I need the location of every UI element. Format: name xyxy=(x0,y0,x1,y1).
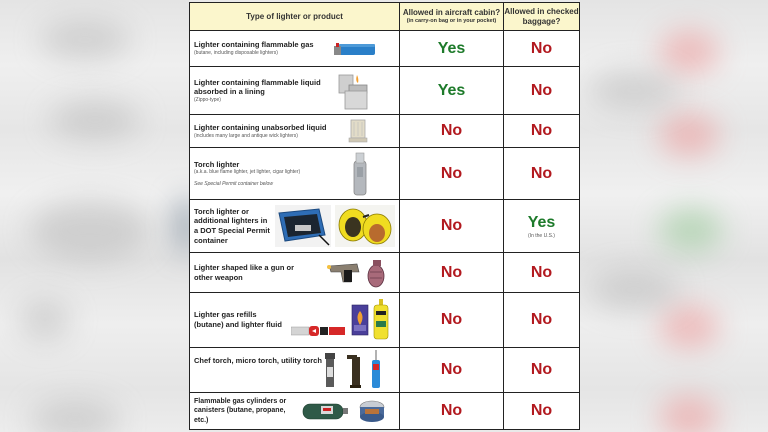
item-note: (a.k.a. blue flame lighter, jet lighter, cigar lighter) xyxy=(194,169,301,176)
checked-answer: No xyxy=(530,122,553,139)
checked-cell xyxy=(504,148,580,200)
utility-torch-icon xyxy=(371,350,381,390)
table-row xyxy=(190,67,580,115)
blurred-background-right xyxy=(579,0,768,432)
checked-answer: No xyxy=(530,39,553,57)
lighter-fluid-bottle-icon xyxy=(373,299,389,341)
table-row xyxy=(190,200,580,253)
cabin-cell xyxy=(400,148,504,200)
item-name: Lighter containing flammable gas xyxy=(194,40,314,50)
blur-shape xyxy=(589,270,679,310)
grenade-lighter-icon xyxy=(367,258,385,288)
cabin-answer: No xyxy=(440,263,463,281)
header-checked: Allowed in checked baggage? xyxy=(504,3,580,31)
cabin-cell xyxy=(400,115,504,148)
blur-shape xyxy=(659,113,719,157)
butane-refill-icon xyxy=(291,325,347,337)
checked-answer: No xyxy=(530,402,553,419)
item-name: Lighter containing flammable liquid absorbed in a lining xyxy=(194,77,321,97)
table-row xyxy=(190,31,580,67)
item-note-special-permit: See Special Permit container below xyxy=(194,180,273,187)
cabin-cell xyxy=(400,31,504,67)
item-note: (butane, including disposable lighters) xyxy=(194,50,278,57)
header-cabin-sub: (in carry-on bag or in your pocket) xyxy=(406,18,497,24)
item-cell xyxy=(190,148,400,200)
checked-cell xyxy=(504,348,580,393)
cabin-answer: Yes xyxy=(437,39,466,57)
item-cell xyxy=(190,348,400,393)
item-name: Chef torch, micro torch, utility torch xyxy=(194,356,322,365)
chef-torch-icon xyxy=(323,351,337,389)
item-note: (includes many large and antique wick lighters) xyxy=(194,132,298,139)
cabin-cell xyxy=(400,200,504,253)
table-row xyxy=(190,393,580,430)
cabin-cell xyxy=(400,253,504,293)
cabin-answer: No xyxy=(440,217,463,234)
blur-shape xyxy=(30,200,150,260)
header-cabin xyxy=(400,3,504,31)
yellow-container-icon xyxy=(335,205,395,247)
blur-shape xyxy=(659,395,719,432)
item-name: Lighter shaped like a gun or other weapon xyxy=(194,262,295,282)
cabin-cell xyxy=(400,393,504,430)
blur-shape xyxy=(659,305,719,349)
antique-lighter-icon xyxy=(347,118,369,144)
cabin-answer: No xyxy=(440,311,463,328)
disposable-lighter-icon xyxy=(333,42,375,56)
item-cell xyxy=(190,253,400,293)
cabin-answer: No xyxy=(440,122,463,139)
blur-shape xyxy=(30,400,120,432)
item-note: (Zippo-type) xyxy=(194,97,221,103)
propane-cylinder-icon xyxy=(301,401,349,421)
item-cell xyxy=(190,293,400,348)
checked-answer-note: (In the U.S.) xyxy=(528,232,555,239)
checked-cell xyxy=(504,115,580,148)
header-type: Type of lighter or product xyxy=(190,3,400,31)
gun-lighter-icon xyxy=(327,260,363,286)
blur-shape xyxy=(589,70,679,110)
blur-shape xyxy=(659,208,723,252)
cabin-answer: No xyxy=(440,402,463,419)
item-name: Torch lighter xyxy=(194,159,240,169)
item-cell xyxy=(190,200,400,253)
lighter-rules-table xyxy=(189,2,580,430)
table-row xyxy=(190,115,580,148)
checked-answer: No xyxy=(530,81,553,99)
cabin-cell xyxy=(400,67,504,115)
item-name: Torch lighter or additional lighters in a DOT Special Permit container xyxy=(194,206,270,245)
item-cell xyxy=(190,31,400,67)
item-cell xyxy=(190,67,400,115)
checked-answer: No xyxy=(530,311,553,328)
table-header-row xyxy=(190,3,580,31)
checked-answer: No xyxy=(530,361,553,378)
table-row xyxy=(190,293,580,348)
checked-answer: No xyxy=(530,263,553,281)
checked-cell xyxy=(504,253,580,293)
blur-shape xyxy=(659,30,719,74)
blur-shape xyxy=(50,100,140,140)
blurred-background-left xyxy=(0,0,189,432)
item-cell xyxy=(190,115,400,148)
cabin-answer: No xyxy=(440,361,463,378)
lighter-fluid-can-icon xyxy=(351,303,369,337)
checked-answer: Yes xyxy=(527,213,556,231)
item-name: Lighter gas refills (butane) and lighter fluid xyxy=(194,310,282,329)
cabin-answer: Yes xyxy=(437,81,466,99)
blur-shape xyxy=(40,20,130,60)
cabin-answer: No xyxy=(440,164,463,182)
header-cabin-label: Allowed in aircraft cabin? xyxy=(402,8,501,18)
torch-lighter-icon xyxy=(351,151,369,197)
checked-cell xyxy=(504,393,580,430)
item-name: Flammable gas cylinders or canisters (butane, propane, etc.) xyxy=(194,398,287,424)
cabin-cell xyxy=(400,348,504,393)
checked-cell xyxy=(504,200,580,253)
cabin-cell xyxy=(400,293,504,348)
table-row xyxy=(190,253,580,293)
micro-torch-icon xyxy=(347,351,361,389)
item-cell xyxy=(190,393,400,430)
checked-cell xyxy=(504,293,580,348)
item-name: Lighter containing unabsorbed liquid xyxy=(194,122,327,132)
checked-cell xyxy=(504,31,580,67)
zippo-lighter-icon xyxy=(337,71,371,111)
checked-answer: No xyxy=(530,164,553,182)
gas-canister-icon xyxy=(359,399,385,423)
blur-shape xyxy=(20,300,70,340)
checked-cell xyxy=(504,67,580,115)
table-row xyxy=(190,348,580,393)
table-row xyxy=(190,148,580,200)
blue-case-icon xyxy=(275,205,331,247)
